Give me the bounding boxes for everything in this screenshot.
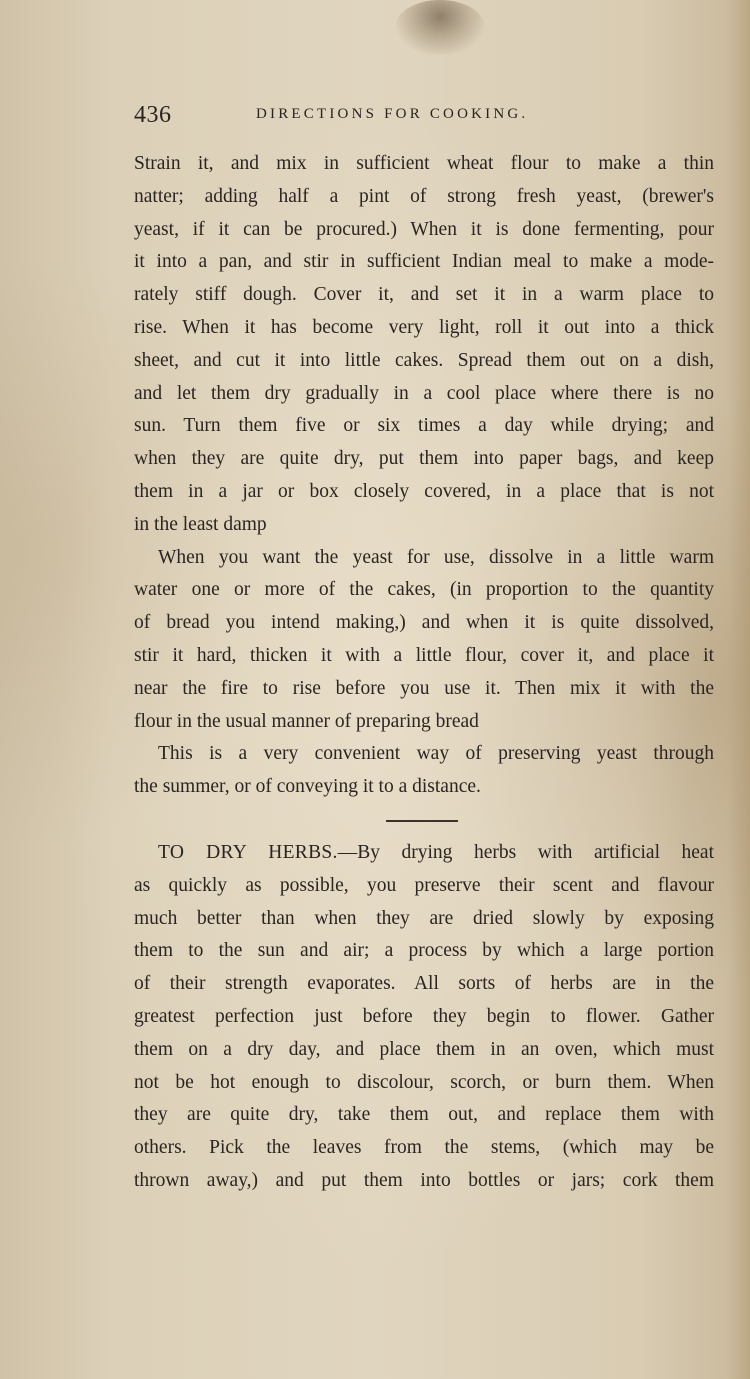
herbs-section [134,837,714,1198]
text-line: sheet, and cut it into little cakes. Spread them out on a dish, [134,349,714,371]
section-heading: TO DRY HERBS. [158,842,338,863]
text-line: When you want the yeast for use, dissolve in a little warm [158,546,714,568]
text-line: water one or more of the cakes, (in proportion to the quantity [134,579,714,601]
text-line: This is a very convenient way of preserving yeast through [158,743,714,765]
paragraph-yeast-cakes [134,148,714,542]
text-line: not be hot enough to discolour, scorch, or burn them. When [134,1071,714,1093]
page-header [134,100,604,130]
text-line: rately stiff dough. Cover it, and set it in a warm place to [134,284,714,306]
running-head: DIRECTIONS FOR COOKING. [256,106,529,122]
text-line: greatest perfection just before they begin to flower. Gather [134,1005,714,1027]
text-line: them to the sun and air; a process by which a large portion [134,940,714,962]
text-line: flour in the usual manner of preparing bread [134,710,479,732]
text-line [134,837,714,870]
text-line: thrown away,) and put them into bottles or jars; cork them [134,1169,714,1191]
paragraph-using-yeast [134,542,714,739]
text-line: near the fire to rise before you use it. Then mix it with the [134,677,714,699]
text-line: in the least damp [134,513,267,535]
text-line: it into a pan, and stir in sufficient Indian meal to make a mode- [134,251,714,273]
text-line: stir it hard, thicken it with a little flour, cover it, and place it [134,644,714,666]
text-line: much better than when they are dried slowly by exposing [134,907,714,929]
paper-stain [395,0,485,55]
text-line: the summer, or of conveying it to a distance. [134,776,481,798]
text-line: of bread you intend making,) and when it is quite dissolved, [134,612,714,634]
page-edge-shadow [728,0,750,1379]
text-line: Strain it, and mix in sufficient wheat flour to make a thin [134,153,714,174]
text-line: them in a jar or box closely covered, in a place that is not [134,480,714,502]
section-first-line: —By drying herbs with artificial heat [337,842,715,863]
text-line: rise. When it has become very light, roll it out into a thick [134,316,714,338]
text-line: others. Pick the leaves from the stems, (which may be [134,1137,714,1159]
text-line: sun. Turn them five or six times a day while drying; and [134,415,714,437]
text-line: yeast, if it can be procured.) When it is done fermenting, pour [134,218,714,240]
section-divider [386,820,458,822]
text-line: they are quite dry, take them out, and replace them with [134,1104,714,1126]
body-text [134,148,714,804]
text-line: them on a dry day, and place them in an oven, which must [134,1038,714,1060]
text-line: natter; adding half a pint of strong fresh yeast, (brewer's [134,185,714,207]
text-line: when they are quite dry, put them into paper bags, and keep [134,448,714,470]
text-line: and let them dry gradually in a cool place where there is no [134,382,714,404]
page-number: 436 [134,102,172,128]
text-line: as quickly as possible, you preserve their scent and flavour [134,874,714,896]
paragraph-preserving [134,738,714,804]
text-line: of their strength evaporates. All sorts of herbs are in the [134,973,714,995]
